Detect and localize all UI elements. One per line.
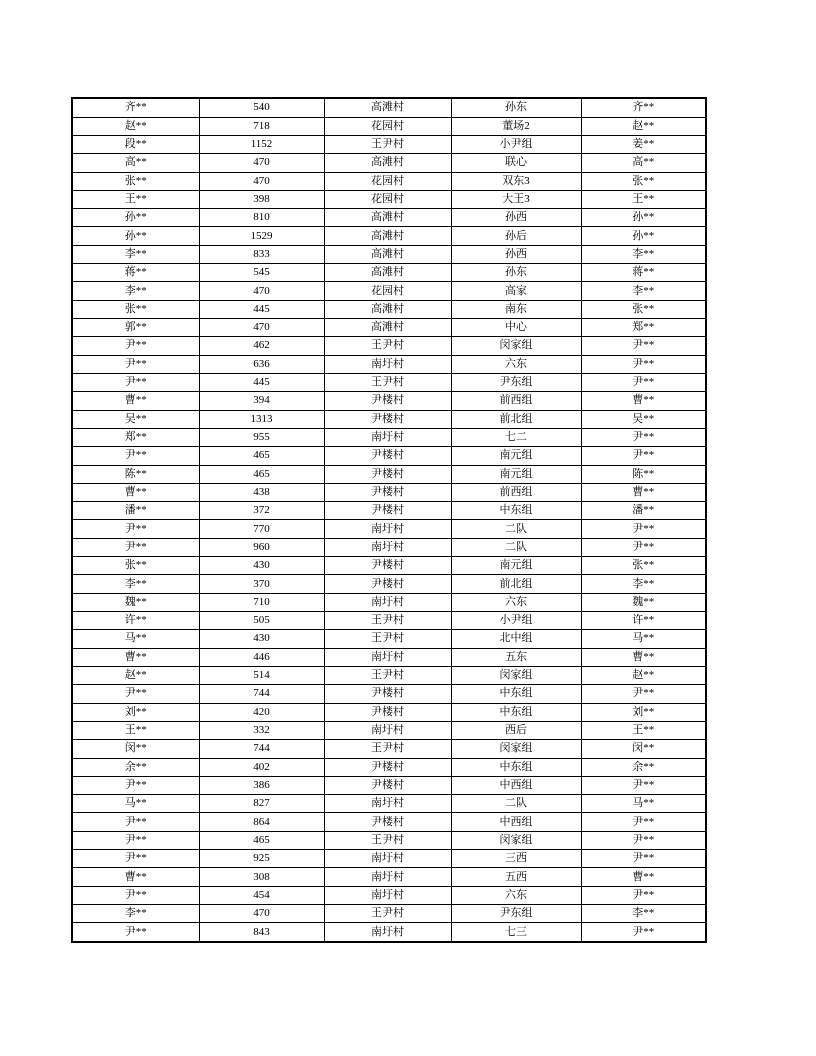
table-cell-amount: 744: [199, 685, 324, 703]
table-row: [72, 447, 706, 465]
table-cell-amount: 394: [199, 392, 324, 410]
table-cell-masked-name: 曹**: [72, 483, 199, 501]
table-cell-group: 前北组: [451, 410, 581, 428]
table-cell-masked-name-2: 曹**: [581, 392, 706, 410]
table-cell-village: 尹楼村: [324, 392, 451, 410]
table-cell-masked-name-2: 齐**: [581, 98, 706, 117]
table-cell-masked-name-2: 王**: [581, 190, 706, 208]
table-row: [72, 740, 706, 758]
table-cell-amount: 1152: [199, 135, 324, 153]
table-cell-amount: 925: [199, 850, 324, 868]
table-cell-amount: 514: [199, 666, 324, 684]
table-row: [72, 428, 706, 446]
table-cell-masked-name-2: 魏**: [581, 593, 706, 611]
table-cell-masked-name: 张**: [72, 300, 199, 318]
table-cell-group: 六东: [451, 593, 581, 611]
table-row: [72, 300, 706, 318]
table-cell-amount: 470: [199, 319, 324, 337]
table-row: [72, 630, 706, 648]
table-cell-masked-name-2: 曹**: [581, 868, 706, 886]
table-cell-group: 南东: [451, 300, 581, 318]
table-cell-amount: 810: [199, 209, 324, 227]
table-cell-village: 南圩村: [324, 593, 451, 611]
table-cell-village: 王尹村: [324, 612, 451, 630]
table-cell-village: 南圩村: [324, 923, 451, 942]
table-cell-village: 尹楼村: [324, 703, 451, 721]
table-cell-amount: 465: [199, 465, 324, 483]
table-cell-village: 尹楼村: [324, 776, 451, 794]
table-cell-amount: 445: [199, 300, 324, 318]
table-cell-masked-name-2: 郑**: [581, 319, 706, 337]
table-cell-masked-name: 王**: [72, 721, 199, 739]
table-cell-masked-name-2: 闵**: [581, 740, 706, 758]
table-cell-masked-name: 马**: [72, 630, 199, 648]
table-cell-masked-name: 郭**: [72, 319, 199, 337]
table-cell-amount: 462: [199, 337, 324, 355]
table-cell-masked-name-2: 吴**: [581, 410, 706, 428]
table-cell-amount: 1529: [199, 227, 324, 245]
table-row: [72, 245, 706, 263]
table-cell-masked-name-2: 马**: [581, 630, 706, 648]
table-cell-masked-name: 尹**: [72, 886, 199, 904]
table-cell-amount: 454: [199, 886, 324, 904]
table-row: [72, 538, 706, 556]
table-cell-masked-name-2: 尹**: [581, 428, 706, 446]
table-cell-masked-name-2: 潘**: [581, 502, 706, 520]
table-cell-masked-name-2: 李**: [581, 245, 706, 263]
table-row: [72, 776, 706, 794]
table-cell-village: 花园村: [324, 117, 451, 135]
table-cell-amount: 402: [199, 758, 324, 776]
table-cell-masked-name: 吴**: [72, 410, 199, 428]
table-cell-masked-name: 孙**: [72, 209, 199, 227]
table-cell-amount: 386: [199, 776, 324, 794]
table-cell-masked-name-2: 许**: [581, 612, 706, 630]
table-cell-masked-name-2: 尹**: [581, 520, 706, 538]
table-cell-masked-name: 尹**: [72, 850, 199, 868]
table-cell-village: 尹楼村: [324, 557, 451, 575]
table-cell-masked-name-2: 尹**: [581, 447, 706, 465]
table-cell-village: 尹楼村: [324, 483, 451, 501]
table-cell-masked-name-2: 尹**: [581, 850, 706, 868]
table-row: [72, 850, 706, 868]
table-cell-village: 花园村: [324, 190, 451, 208]
table-cell-amount: 470: [199, 154, 324, 172]
table-cell-masked-name: 尹**: [72, 337, 199, 355]
table-row: [72, 593, 706, 611]
table-cell-masked-name-2: 尹**: [581, 538, 706, 556]
table-cell-masked-name: 曹**: [72, 392, 199, 410]
table-cell-masked-name-2: 刘**: [581, 703, 706, 721]
table-cell-masked-name-2: 孙**: [581, 209, 706, 227]
table-row: [72, 831, 706, 849]
table-cell-masked-name: 蒋**: [72, 264, 199, 282]
table-cell-group: 双东3: [451, 172, 581, 190]
table-cell-masked-name-2: 尹**: [581, 373, 706, 391]
table-row: [72, 648, 706, 666]
table-row: [72, 685, 706, 703]
table-cell-masked-name: 曹**: [72, 648, 199, 666]
table-cell-masked-name: 尹**: [72, 373, 199, 391]
table-cell-amount: 420: [199, 703, 324, 721]
table-cell-village: 王尹村: [324, 135, 451, 153]
table-cell-village: 王尹村: [324, 373, 451, 391]
table-row: [72, 612, 706, 630]
table-cell-masked-name-2: 余**: [581, 758, 706, 776]
table-cell-amount: 465: [199, 831, 324, 849]
table-cell-masked-name: 孙**: [72, 227, 199, 245]
table-cell-village: 尹楼村: [324, 575, 451, 593]
table-row: [72, 172, 706, 190]
table-cell-masked-name-2: 王**: [581, 721, 706, 739]
table-cell-masked-name-2: 尹**: [581, 813, 706, 831]
table-cell-masked-name-2: 尹**: [581, 355, 706, 373]
table-cell-amount: 744: [199, 740, 324, 758]
table-cell-masked-name-2: 李**: [581, 905, 706, 923]
table-cell-masked-name-2: 尹**: [581, 776, 706, 794]
table-cell-amount: 718: [199, 117, 324, 135]
table-cell-village: 南圩村: [324, 428, 451, 446]
table-cell-group: 董场2: [451, 117, 581, 135]
table-cell-group: 中东组: [451, 685, 581, 703]
table-cell-masked-name: 王**: [72, 190, 199, 208]
table-cell-village: 南圩村: [324, 355, 451, 373]
table-cell-group: 二队: [451, 795, 581, 813]
table-cell-village: 花园村: [324, 282, 451, 300]
table-cell-masked-name: 尹**: [72, 831, 199, 849]
table-cell-amount: 465: [199, 447, 324, 465]
table-cell-group: 二队: [451, 538, 581, 556]
table-cell-village: 高滩村: [324, 264, 451, 282]
table-row: [72, 795, 706, 813]
table-cell-group: 六东: [451, 886, 581, 904]
table-row: [72, 557, 706, 575]
table-cell-amount: 545: [199, 264, 324, 282]
table-cell-village: 高滩村: [324, 319, 451, 337]
table-cell-masked-name: 张**: [72, 557, 199, 575]
table-row: [72, 483, 706, 501]
table-cell-masked-name-2: 李**: [581, 282, 706, 300]
table-cell-amount: 332: [199, 721, 324, 739]
table-cell-group: 孙东: [451, 98, 581, 117]
table-cell-masked-name: 张**: [72, 172, 199, 190]
table-row: [72, 117, 706, 135]
table-cell-village: 南圩村: [324, 850, 451, 868]
table-cell-masked-name-2: 尹**: [581, 886, 706, 904]
table-cell-amount: 833: [199, 245, 324, 263]
table-cell-group: 西后: [451, 721, 581, 739]
table-cell-village: 南圩村: [324, 721, 451, 739]
table-cell-group: 联心: [451, 154, 581, 172]
table-cell-masked-name-2: 赵**: [581, 117, 706, 135]
table-cell-masked-name: 李**: [72, 245, 199, 263]
table-cell-village: 花园村: [324, 172, 451, 190]
table-cell-amount: 470: [199, 282, 324, 300]
table-cell-masked-name: 尹**: [72, 813, 199, 831]
table-cell-village: 南圩村: [324, 520, 451, 538]
table-cell-village: 尹楼村: [324, 410, 451, 428]
table-cell-group: 北中组: [451, 630, 581, 648]
table-cell-amount: 470: [199, 905, 324, 923]
table-row: [72, 98, 706, 117]
table-cell-group: 南元组: [451, 465, 581, 483]
table-row: [72, 282, 706, 300]
table-cell-group: 孙西: [451, 209, 581, 227]
table-cell-amount: 540: [199, 98, 324, 117]
table-cell-masked-name: 齐**: [72, 98, 199, 117]
table-cell-village: 南圩村: [324, 795, 451, 813]
table-cell-group: 二队: [451, 520, 581, 538]
table-cell-group: 闵家组: [451, 831, 581, 849]
table-row: [72, 868, 706, 886]
table-row: [72, 465, 706, 483]
table-cell-group: 中东组: [451, 758, 581, 776]
table-cell-group: 孙西: [451, 245, 581, 263]
table-cell-village: 王尹村: [324, 905, 451, 923]
table-cell-masked-name: 陈**: [72, 465, 199, 483]
table-cell-amount: 1313: [199, 410, 324, 428]
table-cell-group: 中西组: [451, 776, 581, 794]
table-cell-village: 高滩村: [324, 154, 451, 172]
table-cell-group: 南元组: [451, 447, 581, 465]
table-cell-masked-name: 曹**: [72, 868, 199, 886]
table-cell-group: 五东: [451, 648, 581, 666]
table-cell-amount: 960: [199, 538, 324, 556]
table-cell-group: 闵家组: [451, 337, 581, 355]
table-cell-masked-name-2: 张**: [581, 172, 706, 190]
table-cell-amount: 770: [199, 520, 324, 538]
table-cell-masked-name: 尹**: [72, 355, 199, 373]
table-cell-group: 小尹组: [451, 135, 581, 153]
table-cell-masked-name: 李**: [72, 282, 199, 300]
table-cell-village: 尹楼村: [324, 447, 451, 465]
table-cell-group: 闵家组: [451, 740, 581, 758]
table-row: [72, 410, 706, 428]
table-row: [72, 227, 706, 245]
table-cell-group: 前西组: [451, 392, 581, 410]
table-cell-village: 王尹村: [324, 630, 451, 648]
table-cell-village: 尹楼村: [324, 685, 451, 703]
table-row: [72, 721, 706, 739]
table-cell-amount: 470: [199, 172, 324, 190]
table-cell-amount: 864: [199, 813, 324, 831]
table-cell-group: 南元组: [451, 557, 581, 575]
table-cell-group: 尹东组: [451, 373, 581, 391]
table-cell-amount: 505: [199, 612, 324, 630]
table-cell-village: 尹楼村: [324, 758, 451, 776]
table-cell-masked-name-2: 尹**: [581, 337, 706, 355]
table-cell-amount: 445: [199, 373, 324, 391]
table-cell-masked-name-2: 张**: [581, 557, 706, 575]
table-cell-masked-name-2: 曹**: [581, 648, 706, 666]
table-cell-group: 高家: [451, 282, 581, 300]
table-cell-masked-name: 许**: [72, 612, 199, 630]
table-cell-village: 高滩村: [324, 300, 451, 318]
table-cell-masked-name: 赵**: [72, 666, 199, 684]
table-cell-group: 中东组: [451, 703, 581, 721]
table-cell-amount: 843: [199, 923, 324, 942]
table-cell-masked-name-2: 孙**: [581, 227, 706, 245]
table-cell-masked-name: 段**: [72, 135, 199, 153]
table-row: [72, 575, 706, 593]
table-cell-masked-name: 刘**: [72, 703, 199, 721]
table-cell-masked-name: 余**: [72, 758, 199, 776]
table-row: [72, 905, 706, 923]
table-cell-amount: 438: [199, 483, 324, 501]
table-cell-village: 高滩村: [324, 98, 451, 117]
table-row: [72, 392, 706, 410]
table-body: [72, 98, 706, 942]
table-row: [72, 520, 706, 538]
table-cell-masked-name: 马**: [72, 795, 199, 813]
table-cell-masked-name-2: 尹**: [581, 923, 706, 942]
table-cell-masked-name: 尹**: [72, 538, 199, 556]
table-cell-masked-name-2: 高**: [581, 154, 706, 172]
table-cell-amount: 308: [199, 868, 324, 886]
table-cell-amount: 636: [199, 355, 324, 373]
table-cell-village: 王尹村: [324, 666, 451, 684]
table-cell-masked-name-2: 陈**: [581, 465, 706, 483]
table-cell-amount: 398: [199, 190, 324, 208]
table-cell-amount: 827: [199, 795, 324, 813]
table-cell-masked-name-2: 张**: [581, 300, 706, 318]
table-row: [72, 355, 706, 373]
table-cell-village: 南圩村: [324, 538, 451, 556]
table-cell-village: 王尹村: [324, 740, 451, 758]
table-cell-masked-name: 尹**: [72, 776, 199, 794]
table-cell-masked-name: 郑**: [72, 428, 199, 446]
table-cell-village: 高滩村: [324, 245, 451, 263]
table-cell-masked-name: 赵**: [72, 117, 199, 135]
table-cell-masked-name: 魏**: [72, 593, 199, 611]
table-cell-masked-name-2: 蒋**: [581, 264, 706, 282]
table-cell-masked-name-2: 赵**: [581, 666, 706, 684]
table-cell-village: 王尹村: [324, 337, 451, 355]
table-cell-amount: 446: [199, 648, 324, 666]
table-cell-group: 孙东: [451, 264, 581, 282]
table-row: [72, 154, 706, 172]
table-cell-amount: 430: [199, 557, 324, 575]
table-cell-masked-name: 李**: [72, 905, 199, 923]
data-table: [71, 97, 707, 943]
table-row: [72, 666, 706, 684]
table-cell-masked-name: 尹**: [72, 685, 199, 703]
table-cell-masked-name-2: 尹**: [581, 685, 706, 703]
table-cell-amount: 370: [199, 575, 324, 593]
table-row: [72, 502, 706, 520]
table-cell-village: 南圩村: [324, 886, 451, 904]
table-cell-masked-name-2: 曹**: [581, 483, 706, 501]
table-row: [72, 135, 706, 153]
table-cell-amount: 955: [199, 428, 324, 446]
table-cell-masked-name: 高**: [72, 154, 199, 172]
table-cell-group: 三西: [451, 850, 581, 868]
table-cell-village: 南圩村: [324, 868, 451, 886]
table-cell-village: 高滩村: [324, 227, 451, 245]
table-row: [72, 886, 706, 904]
table-cell-village: 王尹村: [324, 831, 451, 849]
table-cell-masked-name-2: 姜**: [581, 135, 706, 153]
table-cell-village: 南圩村: [324, 648, 451, 666]
table-cell-group: 大王3: [451, 190, 581, 208]
table-cell-group: 尹东组: [451, 905, 581, 923]
table-cell-masked-name: 尹**: [72, 923, 199, 942]
table-row: [72, 703, 706, 721]
table-cell-group: 前西组: [451, 483, 581, 501]
table-cell-village: 尹楼村: [324, 813, 451, 831]
table-cell-group: 小尹组: [451, 612, 581, 630]
table-row: [72, 813, 706, 831]
table-row: [72, 190, 706, 208]
table-cell-masked-name: 李**: [72, 575, 199, 593]
table-cell-group: 六东: [451, 355, 581, 373]
table-cell-group: 中西组: [451, 813, 581, 831]
table-cell-group: 中心: [451, 319, 581, 337]
table-row: [72, 337, 706, 355]
table-cell-group: 七二: [451, 428, 581, 446]
table-cell-masked-name-2: 马**: [581, 795, 706, 813]
table-cell-group: 闵家组: [451, 666, 581, 684]
table-cell-masked-name: 尹**: [72, 447, 199, 465]
table-cell-amount: 430: [199, 630, 324, 648]
table-cell-village: 高滩村: [324, 209, 451, 227]
table-cell-amount: 710: [199, 593, 324, 611]
table-row: [72, 319, 706, 337]
table-cell-group: 七三: [451, 923, 581, 942]
table-cell-masked-name-2: 尹**: [581, 831, 706, 849]
table-cell-group: 中东组: [451, 502, 581, 520]
table-cell-masked-name-2: 李**: [581, 575, 706, 593]
table-cell-village: 尹楼村: [324, 502, 451, 520]
table-row: [72, 373, 706, 391]
table-cell-masked-name: 闵**: [72, 740, 199, 758]
table-cell-masked-name: 尹**: [72, 520, 199, 538]
table-cell-group: 前北组: [451, 575, 581, 593]
table-cell-group: 孙后: [451, 227, 581, 245]
table-row: [72, 758, 706, 776]
table-row: [72, 209, 706, 227]
table-cell-village: 尹楼村: [324, 465, 451, 483]
table-row: [72, 923, 706, 942]
table-cell-group: 五西: [451, 868, 581, 886]
table-cell-masked-name: 潘**: [72, 502, 199, 520]
table-row: [72, 264, 706, 282]
table-cell-amount: 372: [199, 502, 324, 520]
